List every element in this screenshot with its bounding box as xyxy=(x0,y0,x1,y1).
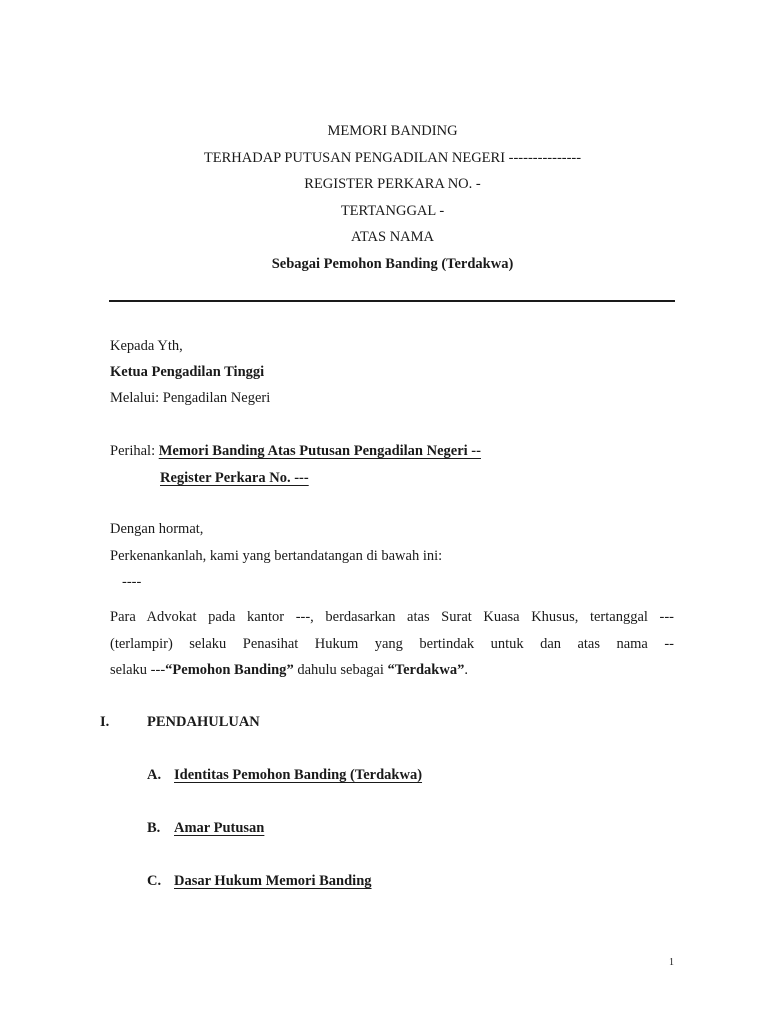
paragraph-line-2: (terlampir) selaku Penasihat Hukum yang bertindak untuk dan atas nama -- xyxy=(110,636,674,652)
intro-line: Perkenankanlah, kami yang bertandatangan di bawah ini: xyxy=(110,548,443,564)
salutation: Dengan hormat, xyxy=(110,521,204,537)
title-line-4: TERTANGGAL - xyxy=(340,203,445,219)
item-label-c: Dasar Hukum Memori Banding xyxy=(174,873,372,889)
greeting: Kepada Yth, xyxy=(110,338,183,354)
title-line-6: Sebagai Pemohon Banding (Terdakwa) xyxy=(271,256,514,272)
item-letter-c: C. xyxy=(147,873,162,889)
item-label-a: Identitas Pemohon Banding (Terdakwa) xyxy=(174,767,423,783)
pemohon-banding-term: Pemohon Banding xyxy=(172,662,287,678)
title-line-2: TERHADAP PUTUSAN PENGADILAN NEGERI --------------- xyxy=(203,150,582,166)
subject-label: Perihal: xyxy=(110,443,159,459)
section-title: PENDAHULUAN xyxy=(147,714,260,730)
page-number: 1 xyxy=(669,957,674,968)
paragraph-line-3: selaku ---“Pemohon Banding” dahulu sebagai “Terdakwa”. xyxy=(110,662,468,678)
terdakwa-term: Terdakwa xyxy=(394,662,458,678)
intro-dashes: ---- xyxy=(122,574,142,590)
item-letter-a: A. xyxy=(147,767,162,783)
title-line-3: REGISTER PERKARA NO. - xyxy=(304,176,481,192)
title-line-1: MEMORI BANDING xyxy=(327,123,458,139)
title-line-5: ATAS NAMA xyxy=(350,229,435,245)
header-divider xyxy=(109,300,675,302)
subject-line-2: Register Perkara No. --- xyxy=(160,470,309,486)
item-letter-b: B. xyxy=(147,820,161,836)
subject-line-1 xyxy=(110,443,481,460)
paragraph-line-1: Para Advokat pada kantor ---, berdasarkan atas Surat Kuasa Khusus, tertanggal --- xyxy=(110,609,674,625)
section-number: I. xyxy=(100,714,110,730)
via-line: Melalui: Pengadilan Negeri xyxy=(110,390,271,406)
item-label-b: Amar Putusan xyxy=(174,820,265,836)
subject-title: Memori Banding Atas Putusan Pengadilan Negeri -- xyxy=(158,443,481,459)
recipient: Ketua Pengadilan Tinggi xyxy=(110,364,265,380)
